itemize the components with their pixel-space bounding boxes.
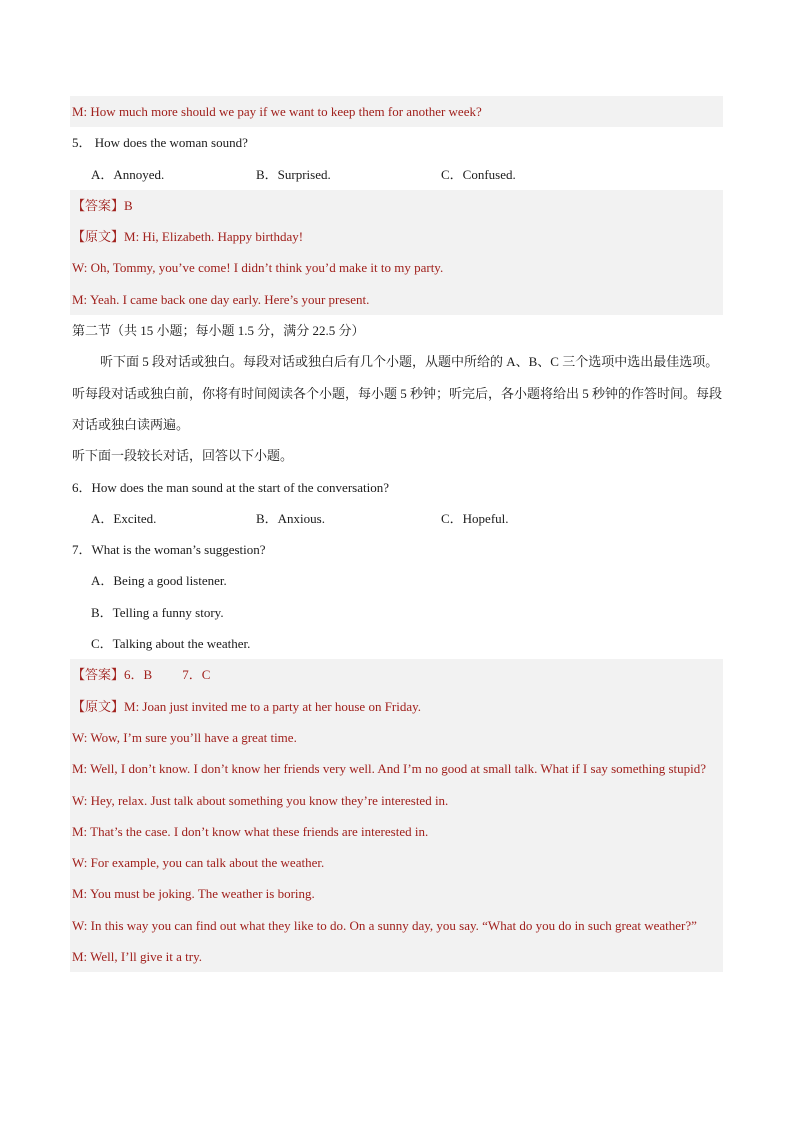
answer-6-7 <box>70 659 723 690</box>
answer-tag: 【答案】 <box>72 667 125 683</box>
transcript-6-7-line-3: M: Well, I don’t know. I don’t know her friends very well. And I’m no good at small talk. What if I say something stupid? <box>70 753 723 784</box>
option-a: A．Excited. <box>91 510 157 526</box>
answer-tag: 【答案】 <box>72 197 125 213</box>
transcript-line: M: How much more should we pay if we want to keep them for another week? <box>70 96 723 127</box>
question-6: 6．How does the man sound at the start of the conversation? <box>72 479 389 495</box>
transcript-6-7-line-2: W: Wow, I’m sure you’ll have a great time. <box>70 722 723 753</box>
option-b: B．Surprised. <box>256 166 331 182</box>
option-c: C．Hopeful. <box>441 510 509 526</box>
section-2-instructions: 听下面 5 段对话或独白。每段对话或独白后有几个小题，从题中所给的 A、B、C 三个选项中选出最佳选项。听每段对话或独白前，你将有时间阅读各个小题，每小题 5 秒钟；听完后，各小题将给出 5 秒钟的作答时间。每段对话或独白读两遍。 <box>72 354 723 432</box>
question-7-option-a: A．Being a good listener. <box>91 573 227 589</box>
transcript-6-7-line-6: W: For example, you can talk about the weather. <box>70 847 723 878</box>
question-5-options <box>70 159 723 190</box>
transcript-6-7-line-9: M: Well, I’ll give it a try. <box>70 941 723 972</box>
transcript-5-line-2: W: Oh, Tommy, you’ve come! I didn’t think you’d make it to my party. <box>70 252 723 283</box>
answer-7: 7．C <box>182 667 211 683</box>
answer-5 <box>70 190 723 221</box>
question-7-option-b: B．Telling a funny story. <box>91 604 224 620</box>
option-c: C．Confused. <box>441 166 516 182</box>
transcript-6-7-line-8: W: In this way you can find out what they like to do. On a sunny day, you say. “What do you do in such great weather?” <box>70 910 723 941</box>
transcript-tag: 【原文】 <box>72 229 125 245</box>
transcript-text: M: Hi, Elizabeth. Happy birthday! <box>124 229 304 245</box>
transcript-5-line-1 <box>70 221 723 252</box>
transcript-6-7-line-7: M: You must be joking. The weather is boring. <box>70 878 723 909</box>
section-2-heading: 第二节（共 15 小题；每小题 1.5 分，满分 22.5 分） <box>72 323 365 339</box>
transcript-6-7-line-1 <box>70 691 723 722</box>
question-6-options <box>70 503 723 534</box>
transcript-5-line-3: M: Yeah. I came back one day early. Here’s your present. <box>70 284 723 315</box>
document-page <box>70 96 723 972</box>
option-a: A．Annoyed. <box>91 166 165 182</box>
question-5: 5． How does the woman sound? <box>72 135 248 151</box>
answer-value: B <box>124 197 133 213</box>
question-7: 7．What is the woman’s suggestion? <box>72 542 266 558</box>
listen-prompt: 听下面一段较长对话，回答以下小题。 <box>72 448 294 464</box>
transcript-6-7-line-5: M: That’s the case. I don’t know what these friends are interested in. <box>70 816 723 847</box>
answer-6: 6．B <box>124 667 153 683</box>
transcript-tag: 【原文】 <box>72 698 125 714</box>
transcript-6-7-line-4: W: Hey, relax. Just talk about something you know they’re interested in. <box>70 785 723 816</box>
question-7-option-c: C．Talking about the weather. <box>91 636 251 652</box>
transcript-text: M: Joan just invited me to a party at her house on Friday. <box>124 698 422 714</box>
option-b: B．Anxious. <box>256 510 325 526</box>
